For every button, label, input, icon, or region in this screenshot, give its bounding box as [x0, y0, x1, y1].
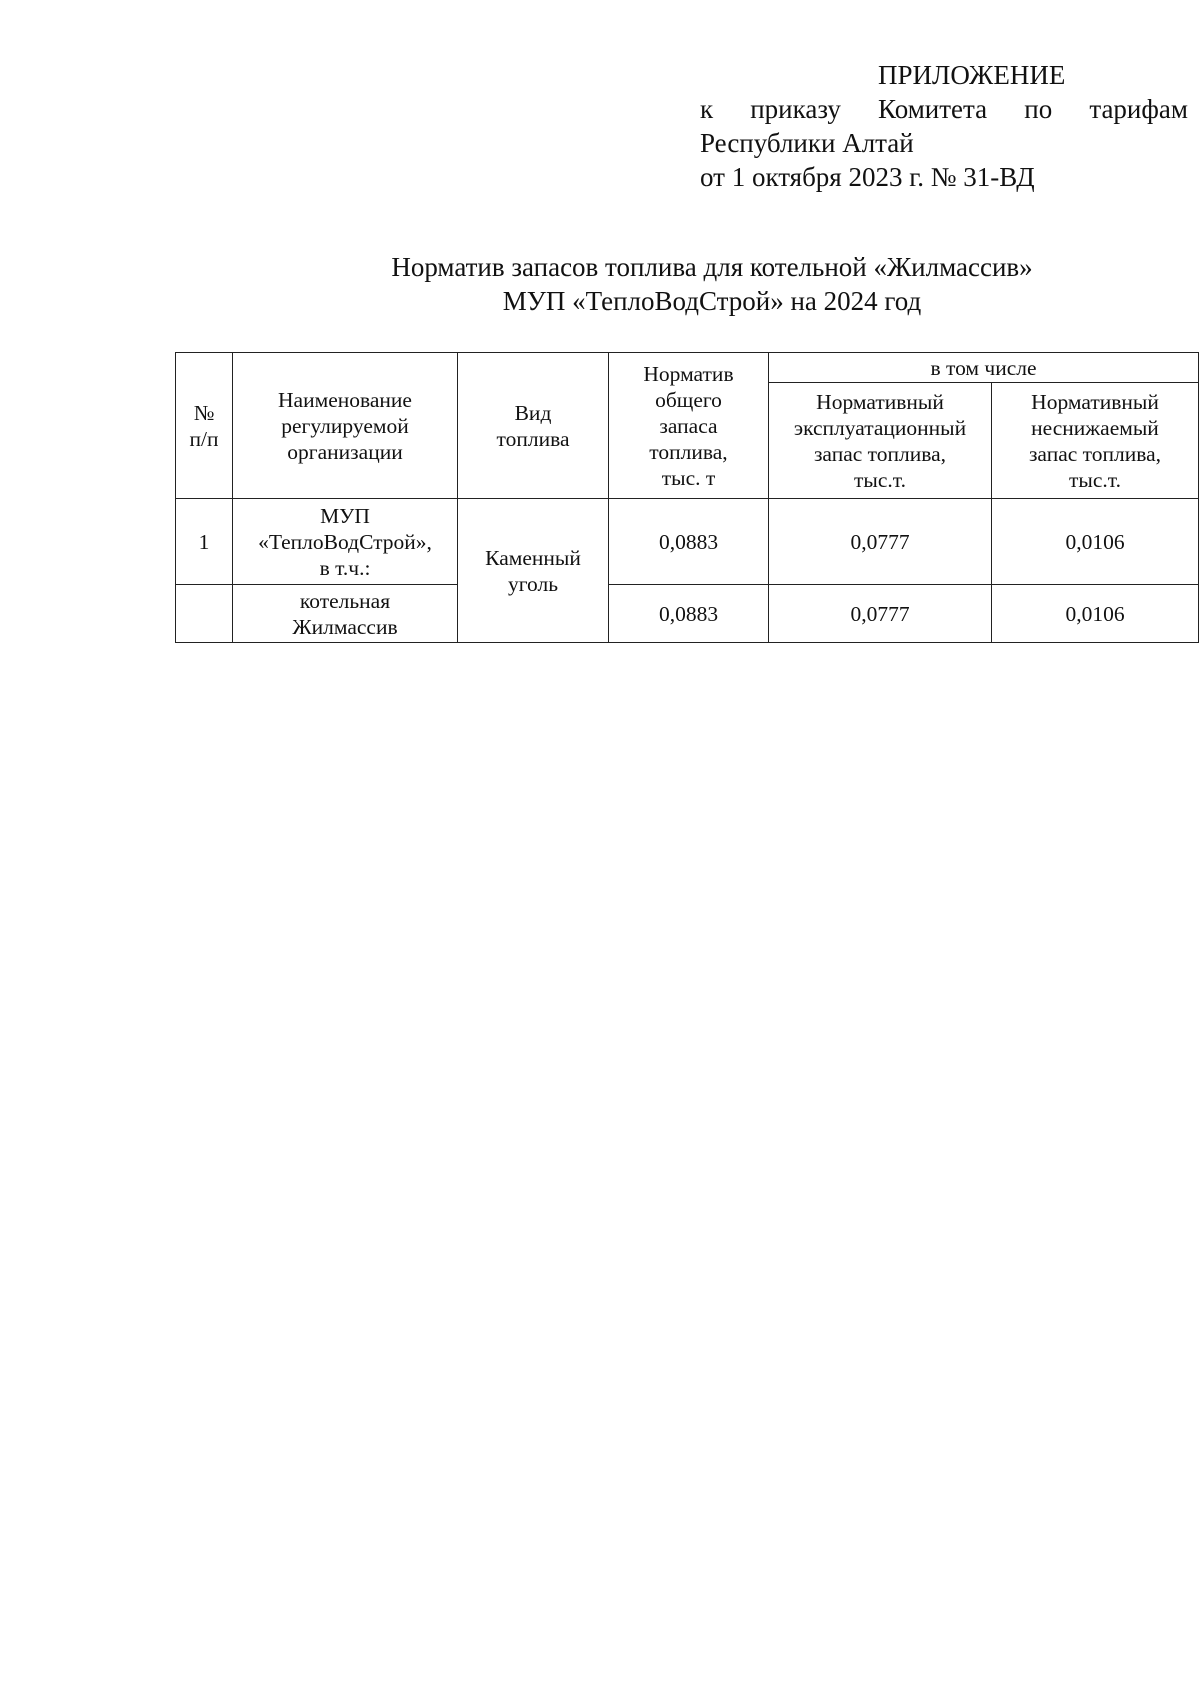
- document-title: [340, 250, 1084, 318]
- appendix-word: тарифам: [1089, 94, 1188, 124]
- row-num: [176, 585, 233, 643]
- appendix-block: [700, 58, 1188, 194]
- appendix-heading: ПРИЛОЖЕНИЕ: [878, 60, 1066, 90]
- table-row: [176, 585, 1199, 643]
- row-operational-reserve: 0,0777: [769, 499, 992, 585]
- row-organization: котельная Жилмассив: [233, 585, 458, 643]
- title-line-2: МУП «ТеплоВодСтрой» на 2024 год: [502, 286, 922, 316]
- row-total-reserve: 0,0883: [609, 499, 769, 585]
- header-total-reserve: Норматив общего запаса топлива, тыс. т: [609, 353, 769, 499]
- title-line-1: Норматив запасов топлива для котельной «Жилмассив»: [391, 252, 1033, 282]
- row-irreducible-reserve: 0,0106: [992, 585, 1199, 643]
- appendix-line-3: от 1 октября 2023 г. № 31-ВД: [700, 162, 1035, 192]
- header-num: № п/п: [176, 353, 233, 499]
- row-irreducible-reserve: 0,0106: [992, 499, 1199, 585]
- appendix-word: приказу: [750, 94, 841, 124]
- header-including: в том числе: [769, 353, 1199, 383]
- appendix-word: по: [1024, 94, 1053, 124]
- row-operational-reserve: 0,0777: [769, 585, 992, 643]
- appendix-word: Комитета: [878, 94, 988, 124]
- header-irreducible-reserve: Нормативный неснижаемый запас топлива, тыс.т.: [992, 383, 1199, 499]
- appendix-line-2: Республики Алтай: [700, 128, 914, 158]
- fuel-norm-table: [175, 352, 1199, 643]
- header-organization: Наименование регулируемой организации: [233, 353, 458, 499]
- table-row: [176, 499, 1199, 585]
- appendix-word: к: [700, 94, 714, 124]
- row-total-reserve: 0,0883: [609, 585, 769, 643]
- row-organization: МУП «ТеплоВодСтрой», в т.ч.:: [233, 499, 458, 585]
- header-fuel-type: Вид топлива: [458, 353, 609, 499]
- row-fuel-type: Каменный уголь: [458, 499, 609, 643]
- header-operational-reserve: Нормативный эксплуатационный запас топлива, тыс.т.: [769, 383, 992, 499]
- row-num: 1: [176, 499, 233, 585]
- appendix-line-1: [700, 92, 1188, 126]
